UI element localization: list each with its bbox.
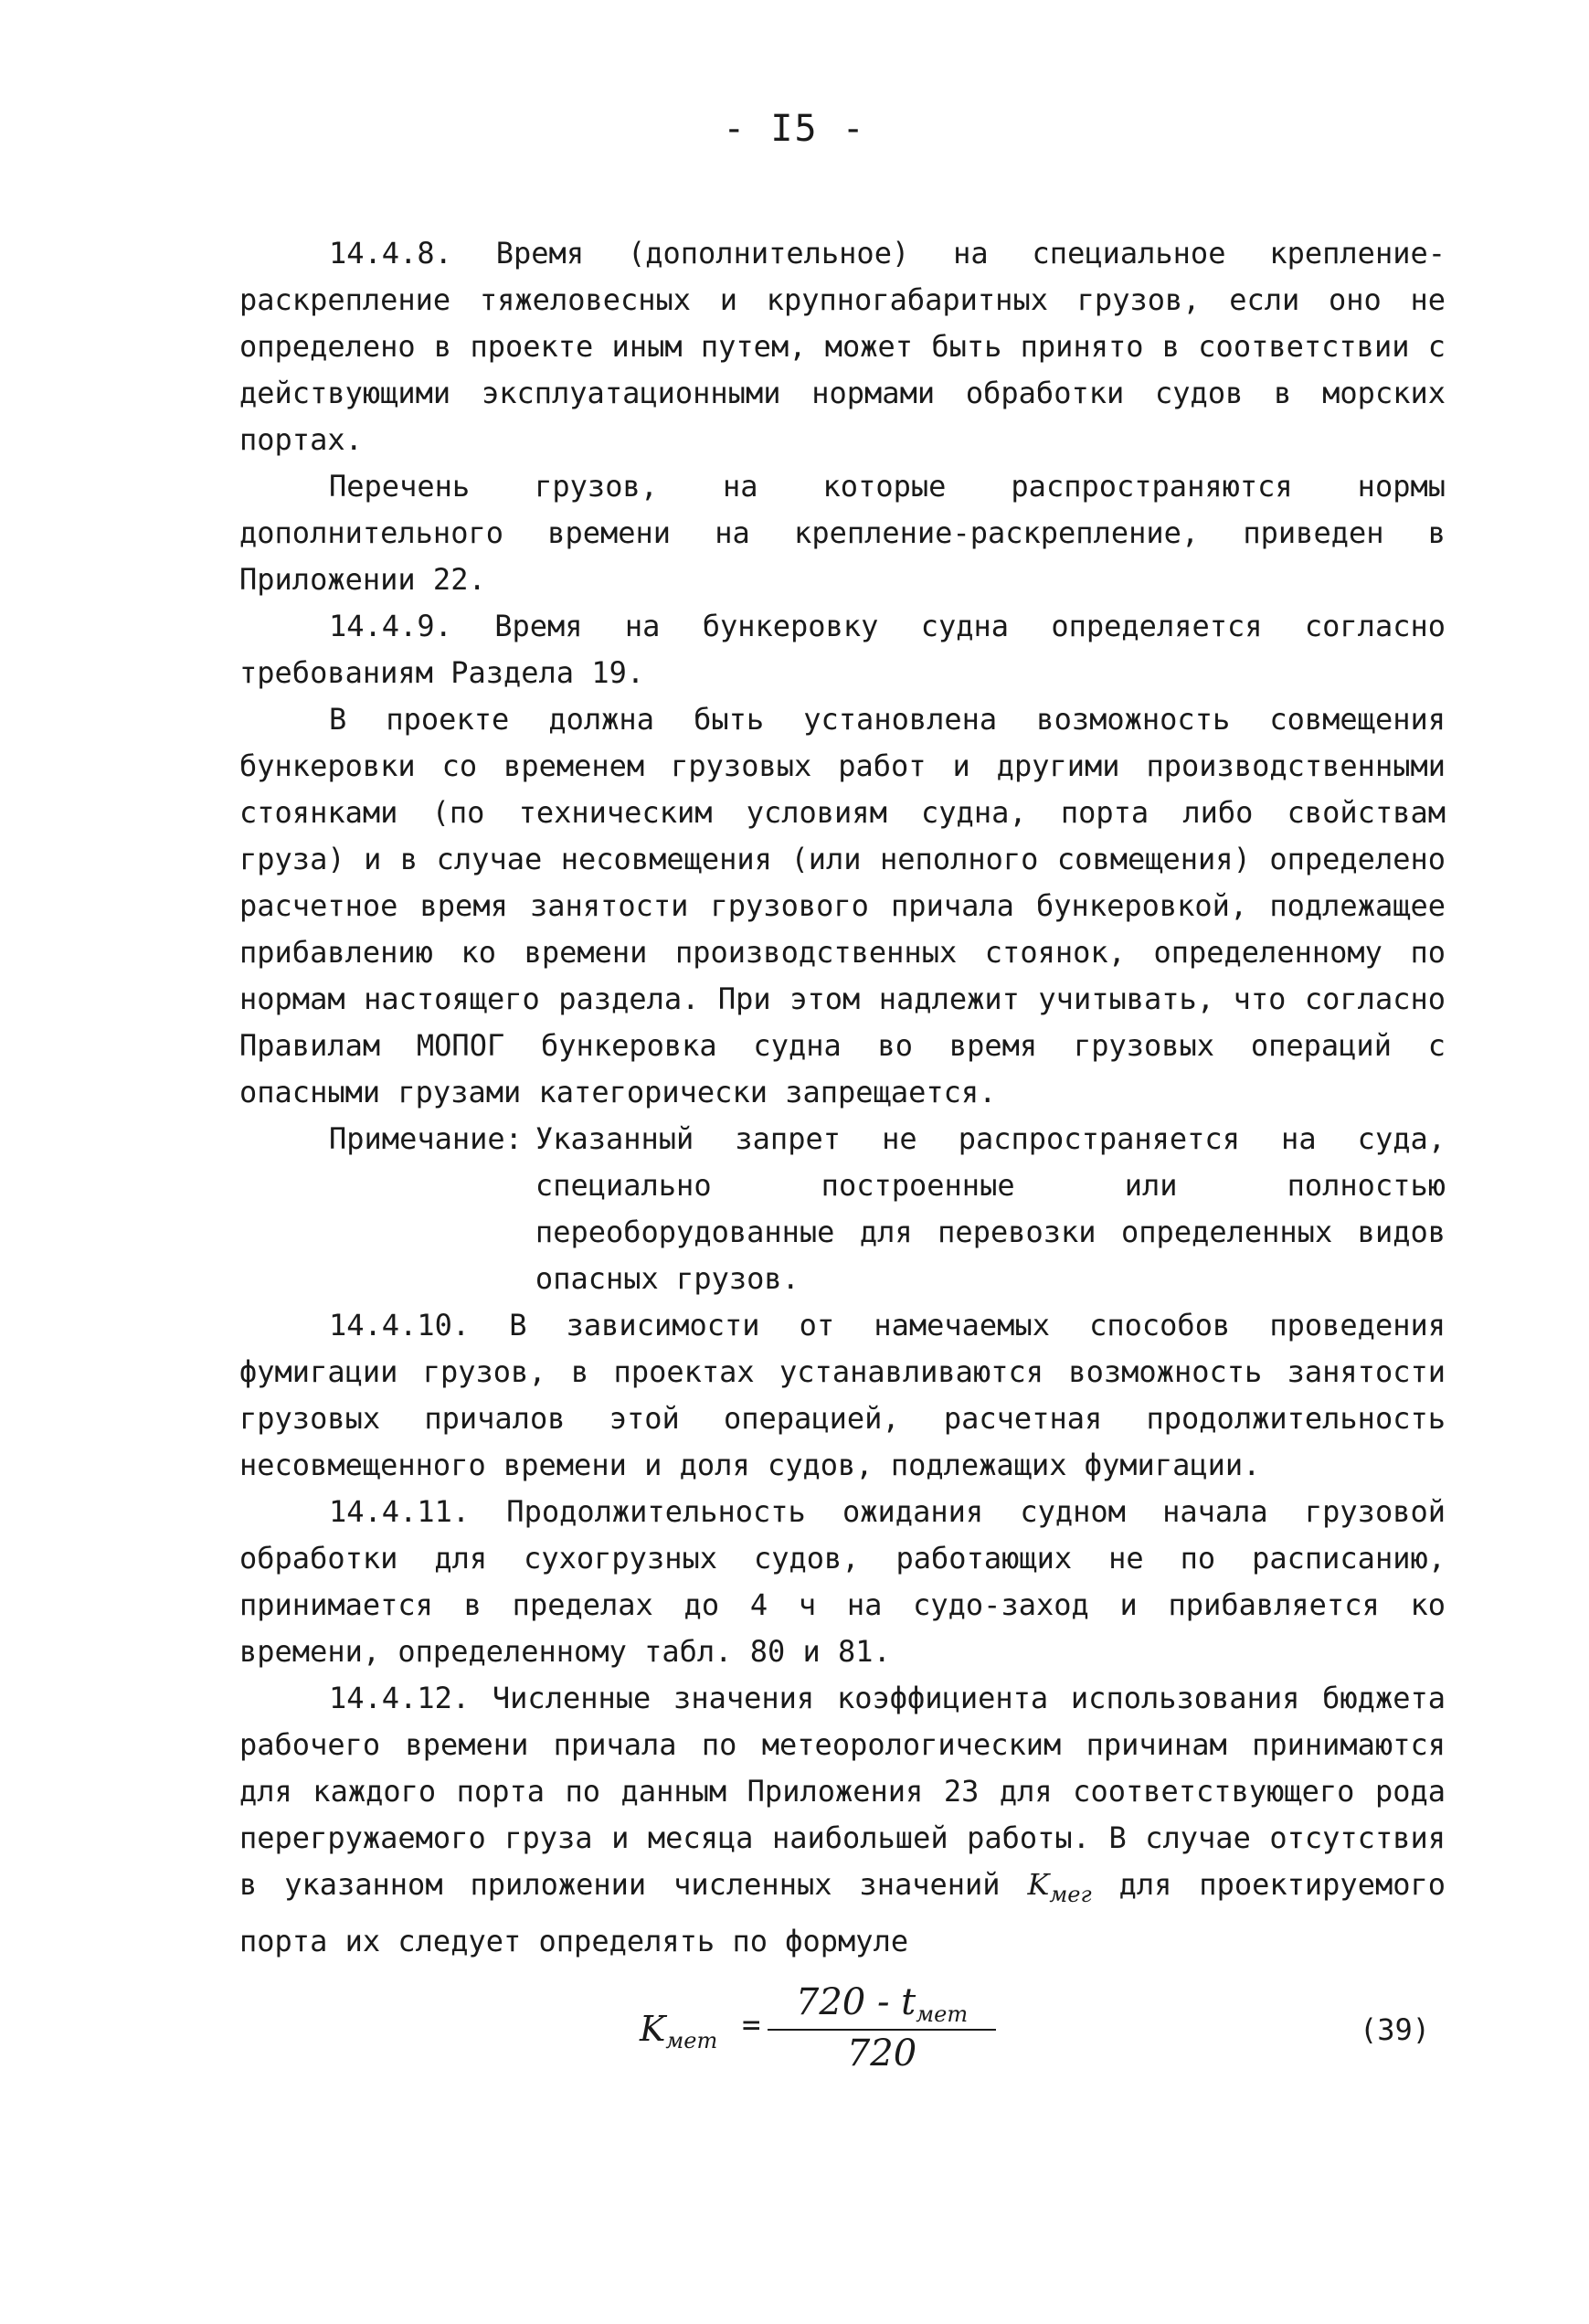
note	[239, 1116, 1446, 1302]
paragraph-14-4-11: 14.4.11. Продолжительность ожидания судном начала грузовой обработки для сухогрузных судов, работающих не по расписанию, принимается в пределах до 4 ч на судо-заход и прибавляется ко времени, определенному табл. 80 и 81.	[239, 1494, 1446, 1669]
paragraph-bunkering: В проекте должна быть установлена возможность совмещения бункеровки со временем грузовых работ и другими производственными стоянками (по техническим условиям судна, порта либо свойствам груза) и в случае несовмещения (или неполного совмещения) определено расчетное время занятости грузового причала бункеровкой, подлежащее прибавлению ко времени производственных стоянок, определенному по нормам настоящего раздела. При этом надлежит учитывать, что согласно Правилам МОПОГ бункеровка судна во время грузовых операций с опасными грузами категорически запрещается.	[239, 702, 1446, 1109]
paragraph-14-4-12-part-a: 14.4.12. Численные значения коэффициента использования бюджета рабочего времени причала по метеорологическим причинам принимаются для каждого порта по данным Приложения 23 для соответствующего рода перегружаемого груза и месяца наибольшей работы. В случае отсутствия в указанном приложении численных значений	[239, 1681, 1446, 1902]
paragraph-14-4-10: 14.4.10. В зависимости от намечаемых способов проведения фумигации грузов, в проектах устанавливаются возможность занятости грузовых причалов этой операцией, расчетная продолжительность несовмещенного времени и доля судов, подлежащих фумигации.	[239, 1308, 1446, 1482]
formula-fraction	[768, 1981, 996, 2075]
coef-symbol: K	[1027, 1867, 1050, 1902]
paragraph-14-4-12-part-b: для проектируемого порта их следует определять по формуле	[239, 1867, 1446, 1958]
paragraph-14-4-9: 14.4.9. Время на бункеровку судна определяется согласно требованиям Раздела 19.	[239, 609, 1446, 690]
formula-lhs	[640, 2009, 717, 2053]
paragraph-14-4-12	[239, 1675, 1446, 1965]
body-text	[239, 230, 1446, 1965]
formula-39	[0, 1981, 1589, 2091]
note-label: Примечание:	[329, 1121, 523, 1156]
paragraph-cargo-list: Перечень грузов, на которые распространяются нормы дополнительного времени на крепление-раскрепление, приведен в Приложении 22.	[239, 469, 1446, 597]
formula-number: (39)	[1360, 2012, 1431, 2047]
note-text: Указанный запрет не распространяется на суда, специально построенные или полностью переоборудованные для перевозки определенных видов опасных грузов.	[535, 1121, 1446, 1296]
formula-equals: =	[742, 2007, 761, 2043]
page-number: - I5 -	[723, 108, 866, 150]
formula-lhs-subscript: мет	[665, 2028, 718, 2053]
formula-numerator-text: 720 - t	[795, 1981, 916, 2023]
formula-numerator	[768, 1981, 996, 2031]
formula-denominator: 720	[846, 2032, 917, 2075]
coef-subscript: мег	[1049, 1882, 1092, 1907]
formula-numerator-subscript: мет	[916, 2001, 969, 2027]
paragraph-14-4-8: 14.4.8. Время (дополнительное) на специальное крепление-раскрепление тяжеловесных и крупногабаритных грузов, если оно не определено в проекте иным путем, может быть принято в соответствии с действующими эксплуатационными нормами обработки судов в морских портах.	[239, 236, 1446, 457]
formula-lhs-symbol: K	[640, 2009, 666, 2049]
